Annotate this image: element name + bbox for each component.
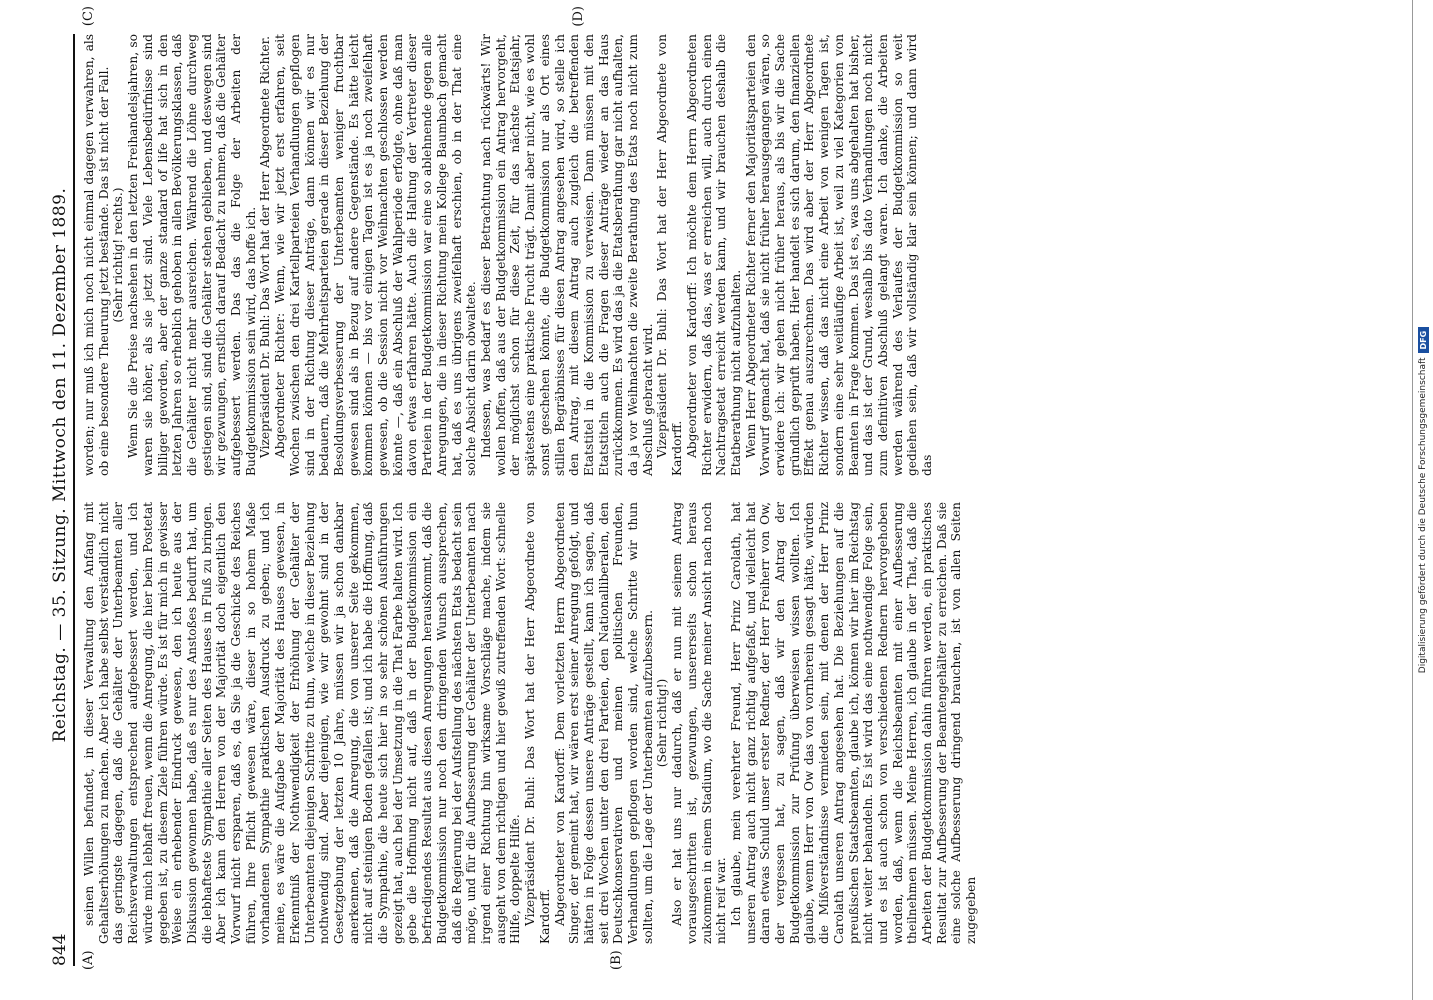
page-number: 844 — [50, 933, 70, 966]
left-column-paragraph: Abgeordneter von Kardorff: Dem vorletzten Herrn Abgeordneten Singer, der gemeint hat, wir wären erst seiner Anregung gefolgt, und hätten in Folge dessen unsere Anträge gestellt, kann ich sagen, daß seit drei Wochen unter den drei Parteien, den Nationalliberalen, den Deutschkonservativen und meinen politischen Freunden, Verhandlungen gepflogen worden sind, welche Schritte wir thun sollten, um die Lage der Unterbeamten aufzubessern. — [552, 502, 655, 944]
left-column-paragraph: seinen Willen befundet, in dieser Verwaltung den Anfang mit Gehaltserhöhungen zu machen. Aber ich habe selbst verständlich nicht das geringste dagegen, daß die Gehälter der Unterbeamten aller Reichsverwaltungen entsprechend aufgebessert werden, und ich würde mich lebhaft freuen, wenn die Anregung, die hier beim Postetat gegeben ist, zu diesem Ziele führen würde. Es ist für mich in gewisser Weise ein erhebender Eindruck gewesen, den ich heute aus der Diskussion gewonnen habe, daß es nur des Anstoßes bedurft hat, um die lebhafteste Sympathie aller Seiten des Hauses in Fluß zu bringen. Aber ich kann den Herren von der Majorität doch eigentlich den Vorwurf nicht ersparen, daß es, da Sie ja die Geschicke des Reiches führen, Ihre Pflicht gewesen wäre, dieser in so hohem Maße vorhandenen Sympathie praktischen Ausdruck zu geben; und ich meine, es wäre die Aufgabe der Majorität des Hauses gewesen, in Erkenntniß der Nothwendigkeit der Erhöhung der Gehälter der Unterbeamten diejenigen Schritte zu thun, welche in dieser Beziehung nothwendig sind. Aber diejenigen, wie wir gewohnt sind in der Gesetzgebung der letzten 10 Jahre, müssen wir ja schon dankbar anerkennen, daß die Anregung, die von unserer Seite gekommen, nicht auf steinigen Boden gefallen ist; und ich habe die Hoffnung, daß die Sympathie, die heute sich hier in so sehr schönen Ausführungen gezeigt hat, auch bei der Umsetzung in die That Farbe halten wird. Ich gebe die Hoffnung nicht auf, daß in der Budgetkommission ein befriedigendes Resultat aus diesen Anregungen herauskommt, daß die Budgetkommission nur noch den dringenden Wunsch aussprechen, daß die Regierung bei der Aufstellung des nächsten Etats bedacht sein möge, und für die Aufbesserung der Gehälter der Unterbeamten nach irgend einer Richtung hin wirksame Vorschläge mache, indem sie ausgeht von dem richtigen und hier gewiß zutreffenden Wort: schnelle Hilfe, doppelte Hilfe. — [82, 502, 523, 944]
right-column-paragraph: Wenn Sie die Preise nachsehen in den letzten Freihandelsjahren, so waren sie höher, als sie jetzt sind. Viele Lebensbedürfnisse sind billiger geworden, aber der ganze standard of life hat sich in den letzten Jahren so erheblich gehoben in allen Bevölkerungsklassen, daß die Gehälter nicht mehr ausreichen. Während die Löhne durchweg gestiegen sind, sind die Gehälter stehen geblieben, und deswegen sind wir gezwungen, ernstlich darauf Bedacht zu nehmen, daß die Gehälter aufgebessert werden. Das das die Folge der Arbeiten der Budgetkommission sein wird, das hoffe ich. — [126, 34, 258, 476]
digitization-credit — [1412, 0, 1433, 1000]
left-column-paragraph: Also er hat uns nur dadurch, daß er nun mit seinem Antrag vorausgeschritten ist, gezwungen, unsererseits schon heraus zukommen in einem Stadium, wo die Sache meiner Ansicht nach noch nicht reif war. — [670, 502, 729, 944]
page-title: Reichstag. — 35. Sitzung. Mittwoch den 11. Dezember 1889. — [50, 187, 70, 743]
left-column-paragraph: Ich glaube, mein verehrter Freund, Herr Prinz Carolath, hat unseren Antrag auch nicht ganz richtig aufgefaßt, und vielleicht hat daran etwas Schuld unser erster Redner, der Herr Freiherr von Ow, der vergessen hat, zu sagen, daß wir den Antrag der Budgetkommission zur Prüfung überweisen wissen wollten. Ich glaube, wenn Herr von Ow das von vornherein gesagt hätte, würden die Mißverständnisse vermieden sein, mit denen der Herr Prinz Carolath unseren Antrag angesehen hat. Die Beziehungen auf die preußischen Staatsbeamten, glaube ich, können wir hier im Reichstag nicht weiter behandeln. Es ist wird das eine nothwendige Folge sein, und es ist auch schon von verschiedenen Rednern hervorgehoben worden, daß, wenn die Reichsbeamten mit einer Aufbesserung theilnehmen müssen. Meine Herren, ich glaube in der That, daß die Arbeiten der Budgetkommission dahin führen werden, ein praktisches Resultat zur Aufbesserung der Beamtengehälter zu erreichen. Daß sie eine solche Aufbesserung dringend brauchen, ist von allen Seiten zugegeben — [728, 502, 979, 944]
left-column — [81, 502, 1392, 970]
section-marker-d: (D) — [571, 6, 586, 27]
right-column-paragraph: worden; nur muß ich mich noch nicht einmal dagegen verwahren, als ob eine besondere Theurung jetzt bestände. Das ist nicht der Fall. — [82, 34, 111, 476]
credit-text: Digitalisierung gefördert durch die Deutsche Forschungsgemeinschaft — [1418, 357, 1428, 674]
right-column-paragraph: Vizepräsident Dr. Buhl: Das Wort hat der Herr Abgeordnete Richter. — [258, 36, 273, 458]
page-header — [44, 34, 75, 966]
right-column-paragraph: Abgeordneter von Kardorff: Ich möchte dem Herrn Abgeordneten Richter erwidern, daß das, was er erreichen will, auch durch einen Nachtragsetat erreicht werden kann, und wir brauchen deshalb die Etatberathung nicht aufzuhalten. — [684, 34, 743, 476]
left-column-paragraph: Vizepräsident Dr. Buhl: Das Wort hat der Herr Abgeordnete von Kardorff. — [523, 502, 552, 944]
right-column-paragraph: Abgeordneter Richter: Wenn, wie wir jetzt erst erfahren, seit Wochen zwischen den drei Kartellparteien Verhandlungen gepflogen sind in der Richtung dieser Anträge, dann können wir es nur bedauern, daß die Mehrheitsparteien gerade in dieser Beziehung der Besoldungsverbesserung der Unterbeamten weniger fruchtbar gewesen sind als in Bezug auf andere Gegenstände. Es hätte leicht kommen können — bis vor einigen Tagen ist es ja noch zweifelhaft gewesen, ob die Session nicht vor Weihnachten geschlossen werden könnte —, daß ein Abschluß der Wahlperiode erfolgte, ohne daß man davon etwas erfahren hätte. Auch die Haltung der Vertreter dieser Parteien in der Budgetkommission war eine so ablehnende gegen alle Anregungen, die in dieser Richtung mein Kollege Baumbach gemacht hat, daß es uns übrigens zweifelhaft erschien, ob in der That eine solche Absicht darin obwaltete. — [273, 34, 479, 476]
left-column-paragraph: (Sehr richtig!) — [655, 678, 670, 768]
section-marker-c: (C) — [81, 6, 96, 27]
text-columns — [81, 6, 1392, 970]
section-marker-b: (B) — [609, 950, 624, 970]
dfg-logo: DFG — [1418, 327, 1429, 354]
section-marker-a: (A) — [81, 950, 96, 970]
right-column — [81, 6, 1392, 476]
right-column-paragraph: (Sehr richtig! rechts.) — [111, 187, 126, 323]
right-column-paragraph: Vizepräsident Dr. Buhl: Das Wort hat der Herr Abgeordnete von Kardorff. — [655, 34, 685, 476]
right-column-paragraph: Wenn Herr Abgeordneter Richter ferner den Majoritätsparteien den Vorwurf gemacht hat, daß sie nicht früher herausgegangen wären, so erwidere ich: wir gehen nicht früher heraus, als bis wir die Sache gründlich geprüft haben. Hier handelt es sich darum, den finanziellen Effekt genau auszurechnen. Das wird aber der Herr Abgeordnete Richter wissen, daß das nicht eine Arbeit von wenigen Tagen ist, sondern eine sehr weitläufige Arbeit ist, weil zu viel Kategorien von Beamten in Frage kommen. Das ist es, was uns abgehalten hat bisher, und das ist der Grund, weshalb bis dato Verhandlungen noch nicht zum definitiven Abschluß gelangt waren. Ich danke, die Arbeiten werden während des Verlaufes der Budgetkommission so weit gediehen sein, daß wir vollständig klar sein können; und dann wird das — [743, 34, 935, 476]
right-column-paragraph: Indessen, was bedarf es dieser Betrachtung nach rückwärts! Wir wollen hoffen, daß aus der Budgetkommission ein Antrag hervorgeht, der möglichst schon für diese Zeit, für das nächste Etatsjahr, spätestens eine praktische Frucht trägt. Damit aber nicht, wie es wohl sonst geschehen könnte, die Budgetkommission nur als Ort eines stillen Begräbnisses für diesen Antrag angesehen wird, so stelle ich den Antrag, mit diesem Antrag auch zugleich die betreffenden Etatstitel in die Kommission zu verweisen. Dann müssen mit den Etatstiteln auch die Fragen dieser Anträge wieder an das Haus zurückkommen. Es wird das ja die Etatsberathung gar nicht aufhalten, da ja vor Weihnachten die zweite Berathung des Etats noch nicht zum Abschluß gebracht wird. — [478, 34, 655, 476]
